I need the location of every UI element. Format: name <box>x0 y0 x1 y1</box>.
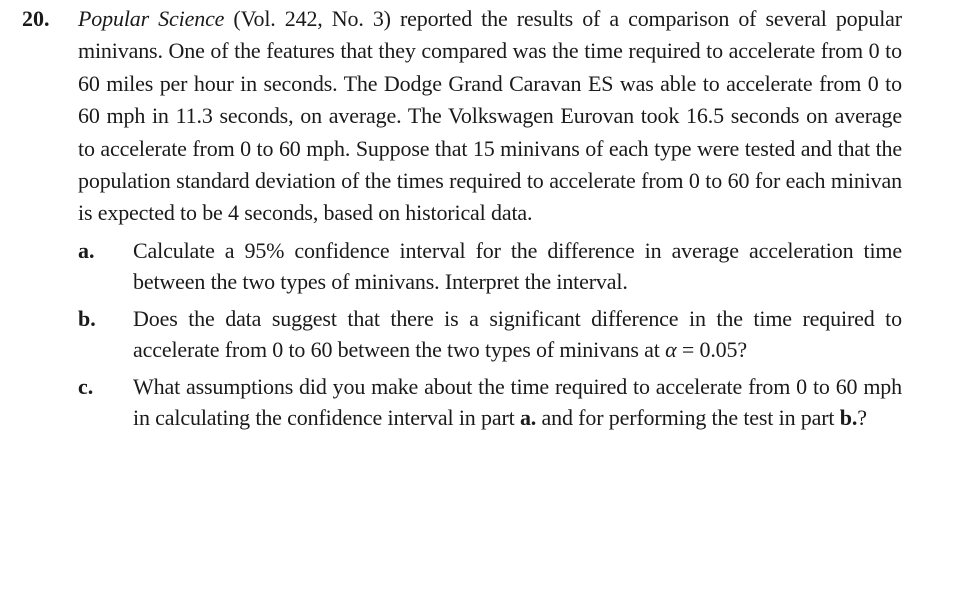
part-c <box>78 371 902 433</box>
problem-number: 20. <box>22 6 50 31</box>
part-b-text-before: Does the data suggest that there is a significant difference in the time required to accelerate from 0 to 60 between the two types of minivans at <box>133 305 902 362</box>
part-c-label: c. <box>78 373 94 399</box>
alpha-symbol: α <box>665 336 677 362</box>
part-c-ref-a: a. <box>519 404 537 430</box>
part-c-text-3: ? <box>857 404 867 430</box>
problem-header <box>22 3 902 230</box>
part-c-ref-b: b. <box>839 404 858 430</box>
part-a <box>78 235 902 297</box>
part-a-text: Calculate a 95% confidence interval for the difference in average acceleration time between the two types of minivans. Interpret the interval. <box>133 237 902 294</box>
part-b-text <box>133 303 902 365</box>
source-title: Popular Science <box>78 6 225 31</box>
part-a-label: a. <box>78 237 95 263</box>
part-c-text-1: What assumptions did you make about the time required to accelerate from 0 to 60 mph in calculating the confidence interval in part <box>133 373 902 430</box>
part-b <box>78 303 902 365</box>
problem-parts <box>78 235 902 433</box>
stem-text: (Vol. 242, No. 3) reported the results of a comparison of several popular minivans. One of the features that they compared was the time required to accelerate from 0 to 60 miles per hour in seconds. The Dodge Grand Caravan ES was able to accelerate from 0 to 60 mph in 11.3 seconds, on average. The Volkswagen Eurovan took 16.5 seconds on average to accelerate from 0 to 60 mph. Suppose that 15 minivans of each type were tested and that the population standard deviation of the times required to accelerate from 0 to 60 for each minivan is expected to be 4 seconds, based on historical data. <box>78 6 902 226</box>
part-b-label: b. <box>78 305 96 331</box>
part-c-text-2: and for performing the test in part <box>536 404 840 430</box>
part-b-text-after: = 0.05? <box>676 336 747 362</box>
problem-stem <box>78 3 902 230</box>
part-c-text <box>133 371 902 433</box>
problem-20 <box>22 3 902 439</box>
